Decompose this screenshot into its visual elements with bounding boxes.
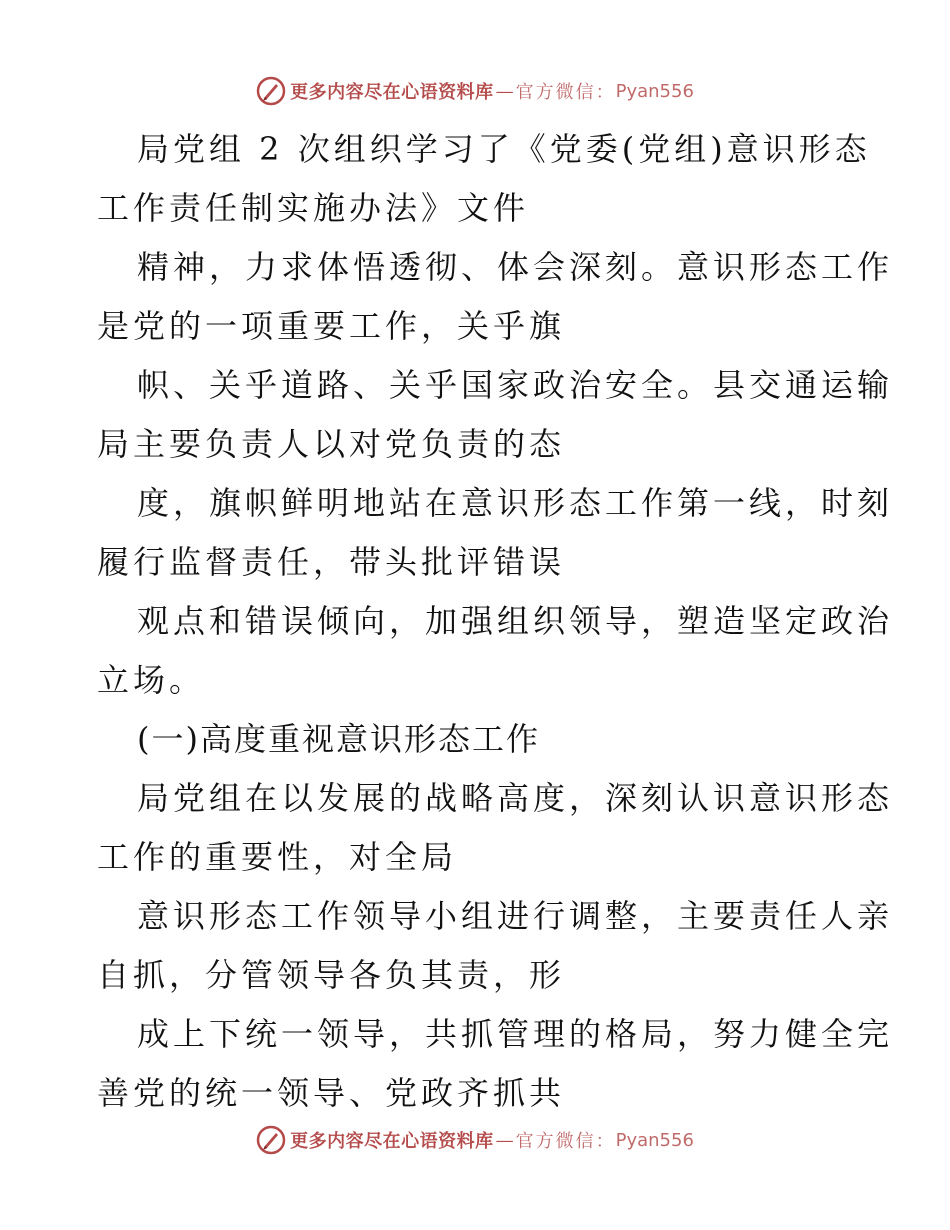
text-line: 工作责任制实施办法》文件 — [97, 189, 530, 227]
text-line: 帜、关乎道路、关乎国家政治安全。县交通运输 — [137, 366, 894, 404]
text-line: 度，旗帜鲜明地站在意识形态工作第一线，时刻 — [137, 484, 894, 522]
text-line: 工作的重要性，对全局 — [97, 838, 458, 876]
text-line: 精神，力求体悟透彻、体会深刻。意识形态工作 — [137, 248, 894, 286]
text-line: 立场。 — [97, 661, 206, 699]
watermark-footer — [0, 1120, 950, 1160]
text-line: 履行监督责任，带头批评错误 — [97, 543, 566, 581]
watermark-header — [0, 71, 950, 111]
text-line: 成上下统一领导，共抓管理的格局，努力健全完 — [137, 1015, 894, 1053]
text-line: 局党组 2 次组织学习了《党委(党组)意识形态 — [137, 130, 871, 168]
quill-logo-icon — [256, 76, 286, 106]
watermark-wechat-id: Pyan556 — [615, 1129, 694, 1151]
text-line: 局党组在以发展的战略高度，深刻认识意识形态 — [137, 779, 894, 817]
text-line: 局主要负责人以对党负责的态 — [97, 425, 566, 463]
quill-logo-icon — [256, 1125, 286, 1155]
section-heading: (一)高度重视意识形态工作 — [137, 720, 540, 758]
document-body — [97, 120, 894, 1123]
watermark-wechat-id: Pyan556 — [615, 80, 694, 102]
watermark-official-label: 官方微信： — [515, 1131, 616, 1152]
watermark-brand: 更多内容尽在心语资料库 — [290, 1131, 494, 1152]
text-line: 观点和错误倾向，加强组织领导，塑造坚定政治 — [137, 602, 894, 640]
text-line: 善党的统一领导、党政齐抓共 — [97, 1074, 566, 1112]
watermark-brand: 更多内容尽在心语资料库 — [290, 82, 494, 103]
text-line: 意识形态工作领导小组进行调整，主要责任人亲 — [137, 897, 894, 935]
watermark-official-label: 官方微信： — [515, 82, 616, 103]
watermark-dash: — — [495, 80, 514, 102]
text-line: 自抓，分管领导各负其责，形 — [97, 956, 566, 994]
text-line: 是党的一项重要工作，关乎旗 — [97, 307, 566, 345]
watermark-dash: — — [495, 1129, 514, 1151]
